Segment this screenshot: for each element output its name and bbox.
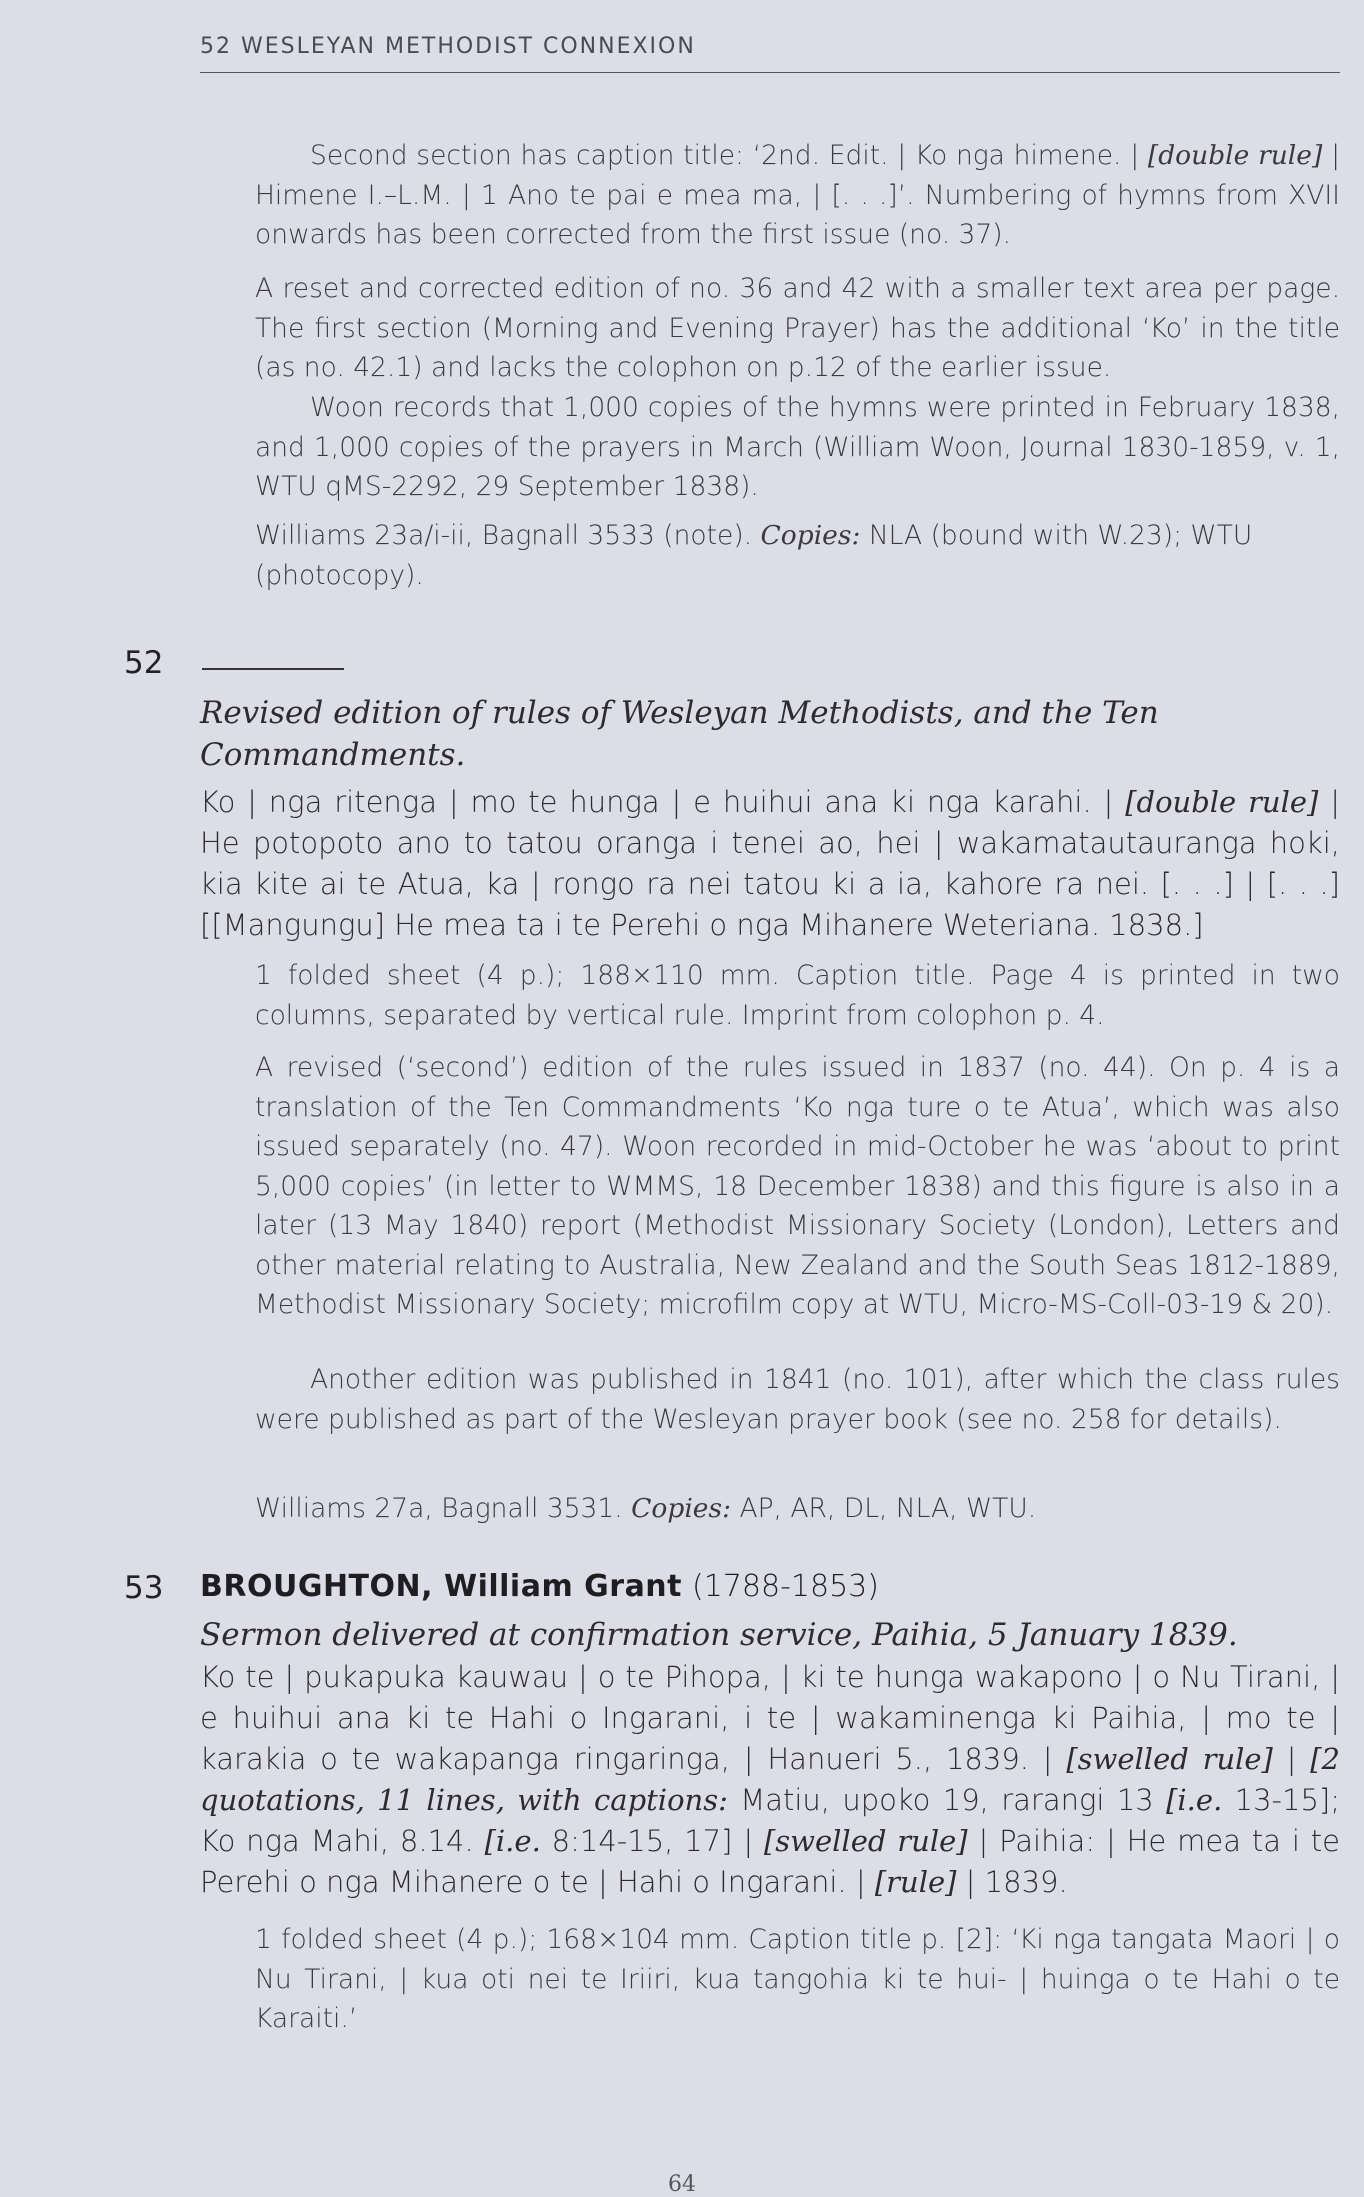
entry-53-collation: 1 folded sheet (4 p.); 168×104 mm. Caption title p. [2]: ‘Ki nga tangata Maori | o Nu Tirani, | kua oti nei te Iriiri, kua tangohia ki te hui- | huinga o te Hahi o te Karaiti.’ bbox=[255, 1924, 1340, 2034]
entry-53-author: BROUGHTON, William Grant (1788-1853) bbox=[200, 1569, 879, 1604]
author-repeat-rule bbox=[202, 668, 344, 670]
entry-53-title: Sermon delivered at confirmation service, Paihia, 5 January 1839. bbox=[200, 1617, 1238, 1653]
header-rule bbox=[200, 72, 1340, 73]
entry-52-notes: A revised (‘second’) edition of the rules issued in 1837 (no. 44). On p. 4 is a translation of the Ten Commandments ‘Ko nga ture o te Atua’, which was also issued separately (no. 47). Woon recorded in mid-October he was ‘about to print 5,000 copies’ (in letter to WMMS, 18 December 1838) and this figure is also in a later (13 May 1840) report (Methodist Missionary Society (London), Letters and other material relating to Australia, New Zealand and the South Seas 1812-1889, Methodist Missionary Society; microfilm copy at WTU, Micro-MS-Coll-03-19 & 20). bbox=[255, 1052, 1340, 1320]
running-head: 52 WESLEYAN METHODIST CONNEXION bbox=[200, 34, 696, 59]
prev-entry-caption-note: Second section has caption title: ‘2nd. Edit. | Ko nga himene. | [double rule] | Himene I.–L.M. | 1 Ano te pai e mea ma, | [. . .]’. Numbering of hymns from XVII onwards has been corrected from the first issue (no. 37). bbox=[255, 140, 1340, 250]
entry-52-transcription: Ko | nga ritenga | mo te hunga | e huihui ana ki nga karahi. | [double rule] | He potopoto ano to tatou oranga i tenei ao, hei | wakamatautauranga hoki, kia kite ai te Atua, ka | rongo ra nei tatou ki a ia, kahore ra nei. [. . .] | [. . .] [[Mangungu] He mea ta i te Perehi o nga Mihanere Weteriana. 1838.] bbox=[200, 785, 1340, 942]
entry-52-later-edition: Another edition was published in 1841 (no. 101), after which the class rules were published as part of the Wesleyan prayer book (see no. 258 for details). bbox=[255, 1364, 1340, 1435]
prev-entry-print-record: Woon records that 1,000 copies of the hymns were printed in February 1838, and 1,000 copies of the prayers in March (William Woon, Journal 1830-1859, v. 1, WTU qMS-2292, 29 September 1838). bbox=[255, 392, 1340, 502]
prev-entry-references: Williams 23a/i-ii, Bagnall 3533 (note). Copies: NLA (bound with W.23); WTU (photocopy). bbox=[255, 520, 1253, 591]
entry-number-53: 53 bbox=[124, 1570, 164, 1606]
entry-number-52: 52 bbox=[124, 645, 164, 681]
entry-52-references: Williams 27a, Bagnall 3531. Copies: AP, AR, DL, NLA, WTU. bbox=[255, 1493, 1037, 1524]
entry-52-title: Revised edition of rules of Wesleyan Methodists, and the Ten Commandments. bbox=[200, 695, 1159, 773]
page-number: 64 bbox=[668, 2172, 696, 2197]
entry-52-collation: 1 folded sheet (4 p.); 188×110 mm. Caption title. Page 4 is printed in two columns, separated by vertical rule. Imprint from colophon p. 4. bbox=[255, 960, 1340, 1031]
prev-entry-edition-note: A reset and corrected edition of no. 36 and 42 with a smaller text area per page. The first section (Morning and Evening Prayer) has the additional ‘Ko’ in the title (as no. 42.1) and lacks the colophon on p.12 of the earlier issue. bbox=[255, 273, 1340, 383]
entry-53-transcription: Ko te | pukapuka kauwau | o te Pihopa, | ki te hunga wakapono | o Nu Tirani, | e huihui ana ki te Hahi o Ingarani, i te | wakaminenga ki Paihia, | mo te | karakia o te wakapanga ringaringa, | Hanueri 5., 1839. | [swelled rule] | [2 quotations, 11 lines, with captions: Matiu, upoko 19, rarangi 13 [i.e. 13-15]; Ko nga Mahi, 8.14. [i.e. 8:14-15, 17] | [swelled rule] | Paihia: | He mea ta i te Perehi o nga Mihanere o te | Hahi o Ingarani. | [rule] | 1839. bbox=[200, 1660, 1341, 1899]
